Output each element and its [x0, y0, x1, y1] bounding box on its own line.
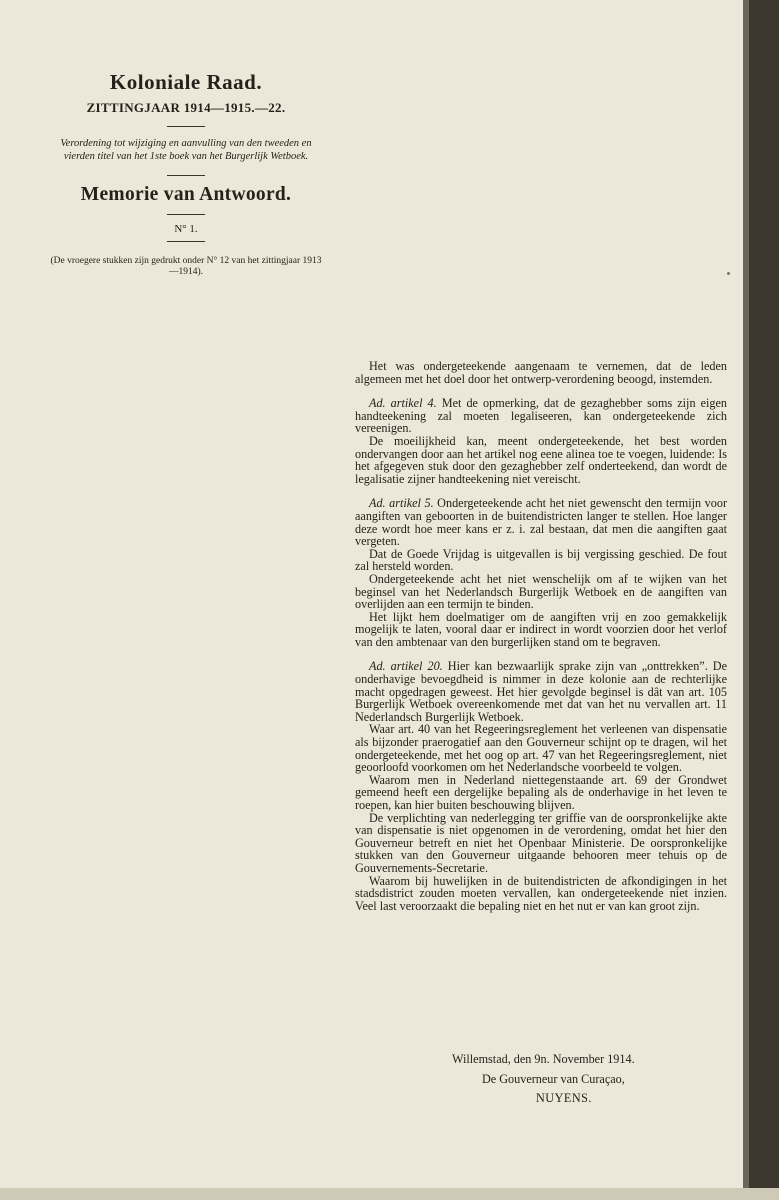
paragraph: Dat de Goede Vrijdag is uitgevallen is bij vergissing geschied. De fout zal hersteld worden. — [355, 546, 727, 574]
paper-speck — [727, 272, 730, 275]
paragraph: Het was ondergeteekende aangenaam te vernemen, dat de leden algemeen met het doel door het ontwerp-verordening beoogd, instemden. — [355, 359, 727, 386]
paragraph — [355, 497, 727, 547]
divider — [167, 214, 205, 215]
article-label: Ad. artikel 20. — [369, 659, 443, 674]
paragraph: Het lijkt hem doelmatiger om de aangiften vrij en zoo gemakkelijk mogelijk te laten, vooral daar er indirect in wordt voorzien door het verlof van den ambtenaar van den burgerlijken stand om te begraven. — [355, 609, 727, 649]
divider — [167, 175, 205, 176]
document-type: Memorie van Antwoord. — [80, 184, 292, 205]
header-block — [50, 70, 322, 278]
scan-border-right — [743, 0, 779, 1200]
signatory-role: De Gouverneur van Curaçao, — [482, 1072, 625, 1086]
article-label: Ad. artikel 5. — [369, 496, 434, 511]
memorandum-body — [355, 360, 727, 912]
ordinance-subject: Verordening tot wijziging en aanvulling van den tweeden en vierden titel van het 1ste boek van het Burgerlijk Wetboek. — [60, 138, 312, 162]
paragraph-text: Met de opmerking, dat de gezaghebber soms zijn eigen handteekening zal moeten legaliseeren, kan ondergeteekende zich vereenigen. — [355, 396, 728, 436]
scan-border-bottom — [0, 1188, 779, 1200]
paragraph — [355, 397, 727, 435]
place-date: Willemstad, den 9n. November 1914. — [452, 1052, 635, 1066]
paragraph: De verplichting van nederlegging ter griffie van de oorspronkelijke akte van dispensatie is niet opgenomen in de verordening, omdat het hier den Gouverneur betreft en niet het Openbaar Ministerie. De oorspronkelijke stukken van den Gouverneur uitgaande behooren meer tehuis op de Gouvernements-Secretarie. — [355, 810, 727, 875]
paragraph: Waar art. 40 van het Regeeringsreglement het verleenen van dispensatie als bijzonder praerogatief aan den Gouverneur schijnt op te dragen, wil het ondergeteekende, met het oog op art. 47 van het Regeeringsreglement, niet geoorloofd voorkomen om het Nederlandsche voorbeeld te volgen. — [355, 722, 727, 775]
paragraph-text: Hier kan bezwaarlijk sprake zijn van „onttrekken”. De onderhavige bevoegdheid is nimmer in deze kolonie aan de rechterlijke macht opgedragen geweest. Het hier gevolgde beginsel is dât van art. 105 Burgerlijk Wetboek overeenkomende met dat van het nu vervallen art. 11 Nederlandsch Burgerlijk Wetboek. — [355, 659, 727, 724]
council-title: Koloniale Raad. — [109, 70, 263, 94]
paragraph — [355, 660, 727, 723]
session-year: ZITTINGJAAR 1914—1915.—22. — [86, 100, 286, 115]
paragraph: Waarom bij huwelijken in de buitendistricten de afkondigingen in het stadsdistrict zouden moeten vervallen, kan ondergeteekende niet inzien. Veel last veroorzaakt die bepaling niet en het nut er van kan groot zijn. — [355, 873, 727, 913]
paragraph: Waarom men in Nederland niettegenstaande art. 69 der Grondwet gemeend heeft een dergelijke bepaling als de onderhavige in het leven te roepen, kan hier buiten beschouwing blijven. — [355, 772, 727, 812]
document-number: N° 1. — [174, 223, 198, 235]
signatory-name: NUYENS. — [536, 1091, 592, 1105]
paragraph: De moeilijkheid kan, meent ondergeteekende, het best worden ondervangen door aan het artikel nog eene alinea toe te voegen, luidende: Is het afgegeven stuk door den gezaghebber zelf onderteekend, dan wordt de legalisatie zijner handteekening niet vereischt. — [355, 433, 727, 486]
previous-documents-note: (De vroegere stukken zijn gedrukt onder N° 12 van het zittingjaar 1913—1914). — [50, 256, 322, 277]
scan-edge — [743, 0, 749, 1200]
article-label: Ad. artikel 4. — [369, 396, 437, 411]
paragraph: Ondergeteekende acht het niet wenschelijk om af te wijken van het beginsel van het Nederlandsch Burgerlijk Wetboek en de aangiften van overlijden aan een termijn te binden. — [355, 571, 727, 612]
divider — [167, 241, 205, 242]
paragraph-text: Ondergeteekende acht het niet gewenscht den termijn voor aangiften van geboorten in de buitendistricten langer te stellen. Hoe langer deze wordt hoe meer kans er z. i. zal bestaan, dat men die aangiften gaat vergeten. — [355, 496, 728, 549]
divider — [167, 126, 205, 127]
